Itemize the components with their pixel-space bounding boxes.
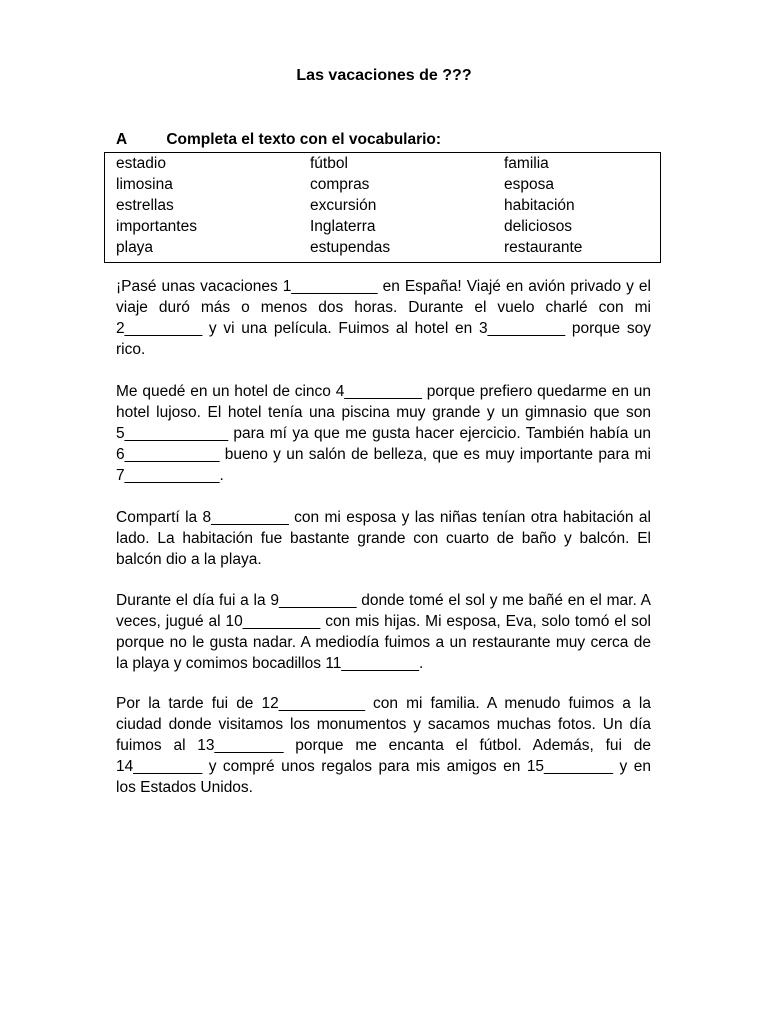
paragraph-4: Durante el día fui a la 9_________ donde tomé el sol y me bañé en el mar. A veces, jugué al 10_________ con mis hijas. Mi esposa, Eva, solo tomó el sol porque no le gusta nadar. A mediodía fuimos a un restaurante muy cerca de la playa y comimos bocadillos 11_________. bbox=[116, 592, 651, 672]
vocabulary-word: Inglaterra bbox=[310, 218, 376, 235]
vocabulary-word: excursión bbox=[310, 197, 377, 214]
vocabulary-word: limosina bbox=[116, 176, 173, 193]
vocabulary-column-2 bbox=[310, 153, 390, 258]
paragraph-3: Compartí la 8_________ con mi esposa y las niñas tenían otra habitación al lado. La habitación fue bastante grande con cuarto de baño y balcón. El balcón dio a la playa. bbox=[116, 509, 651, 568]
vocabulary-word: compras bbox=[310, 176, 370, 193]
vocabulary-word: fútbol bbox=[310, 155, 348, 172]
section-heading bbox=[116, 131, 441, 149]
paragraph-1: ¡Pasé unas vacaciones 1__________ en España! Viajé en avión privado y el viaje duró más o menos dos horas. Durante el vuelo charlé con mi 2_________ y vi una película. Fuimos al hotel en 3_________ porque soy rico. bbox=[116, 278, 651, 358]
vocabulary-word: importantes bbox=[116, 218, 197, 235]
vocabulary-column-1 bbox=[116, 153, 197, 258]
vocabulary-word: familia bbox=[504, 155, 549, 172]
vocabulary-word: restaurante bbox=[504, 239, 583, 256]
vocabulary-word: habitación bbox=[504, 197, 575, 214]
section-instruction: Completa el texto con el vocabulario: bbox=[166, 131, 442, 148]
vocabulary-word: esposa bbox=[504, 176, 554, 193]
vocabulary-word: playa bbox=[116, 239, 154, 256]
vocabulary-word: estadio bbox=[116, 155, 166, 172]
vocabulary-column-3 bbox=[504, 153, 582, 258]
vocabulary-word: deliciosos bbox=[504, 218, 573, 235]
vocabulary-box bbox=[104, 152, 661, 263]
vocabulary-word: estupendas bbox=[310, 239, 391, 256]
vocabulary-word: estrellas bbox=[116, 197, 174, 214]
page-title: Las vacaciones de ??? bbox=[296, 67, 472, 84]
paragraph-2: Me quedé en un hotel de cinco 4_________ porque prefiero quedarme en un hotel lujoso. El hotel tenía una piscina muy grande y un gimnasio que son 5____________ para mí ya que me gusta hacer ejercicio. También había un 6___________ bueno y un salón de belleza, que es muy importante para mi 7___________. bbox=[116, 383, 651, 484]
paragraph-5: Por la tarde fui de 12__________ con mi familia. A menudo fuimos a la ciudad donde visitamos los monumentos y sacamos muchas fotos. Un día fuimos al 13________ porque me encanta el fútbol. Además, fui de 14________ y compré unos regalos para mis amigos en 15________ y en los Estados Unidos. bbox=[116, 695, 651, 796]
section-letter: A bbox=[116, 131, 128, 148]
